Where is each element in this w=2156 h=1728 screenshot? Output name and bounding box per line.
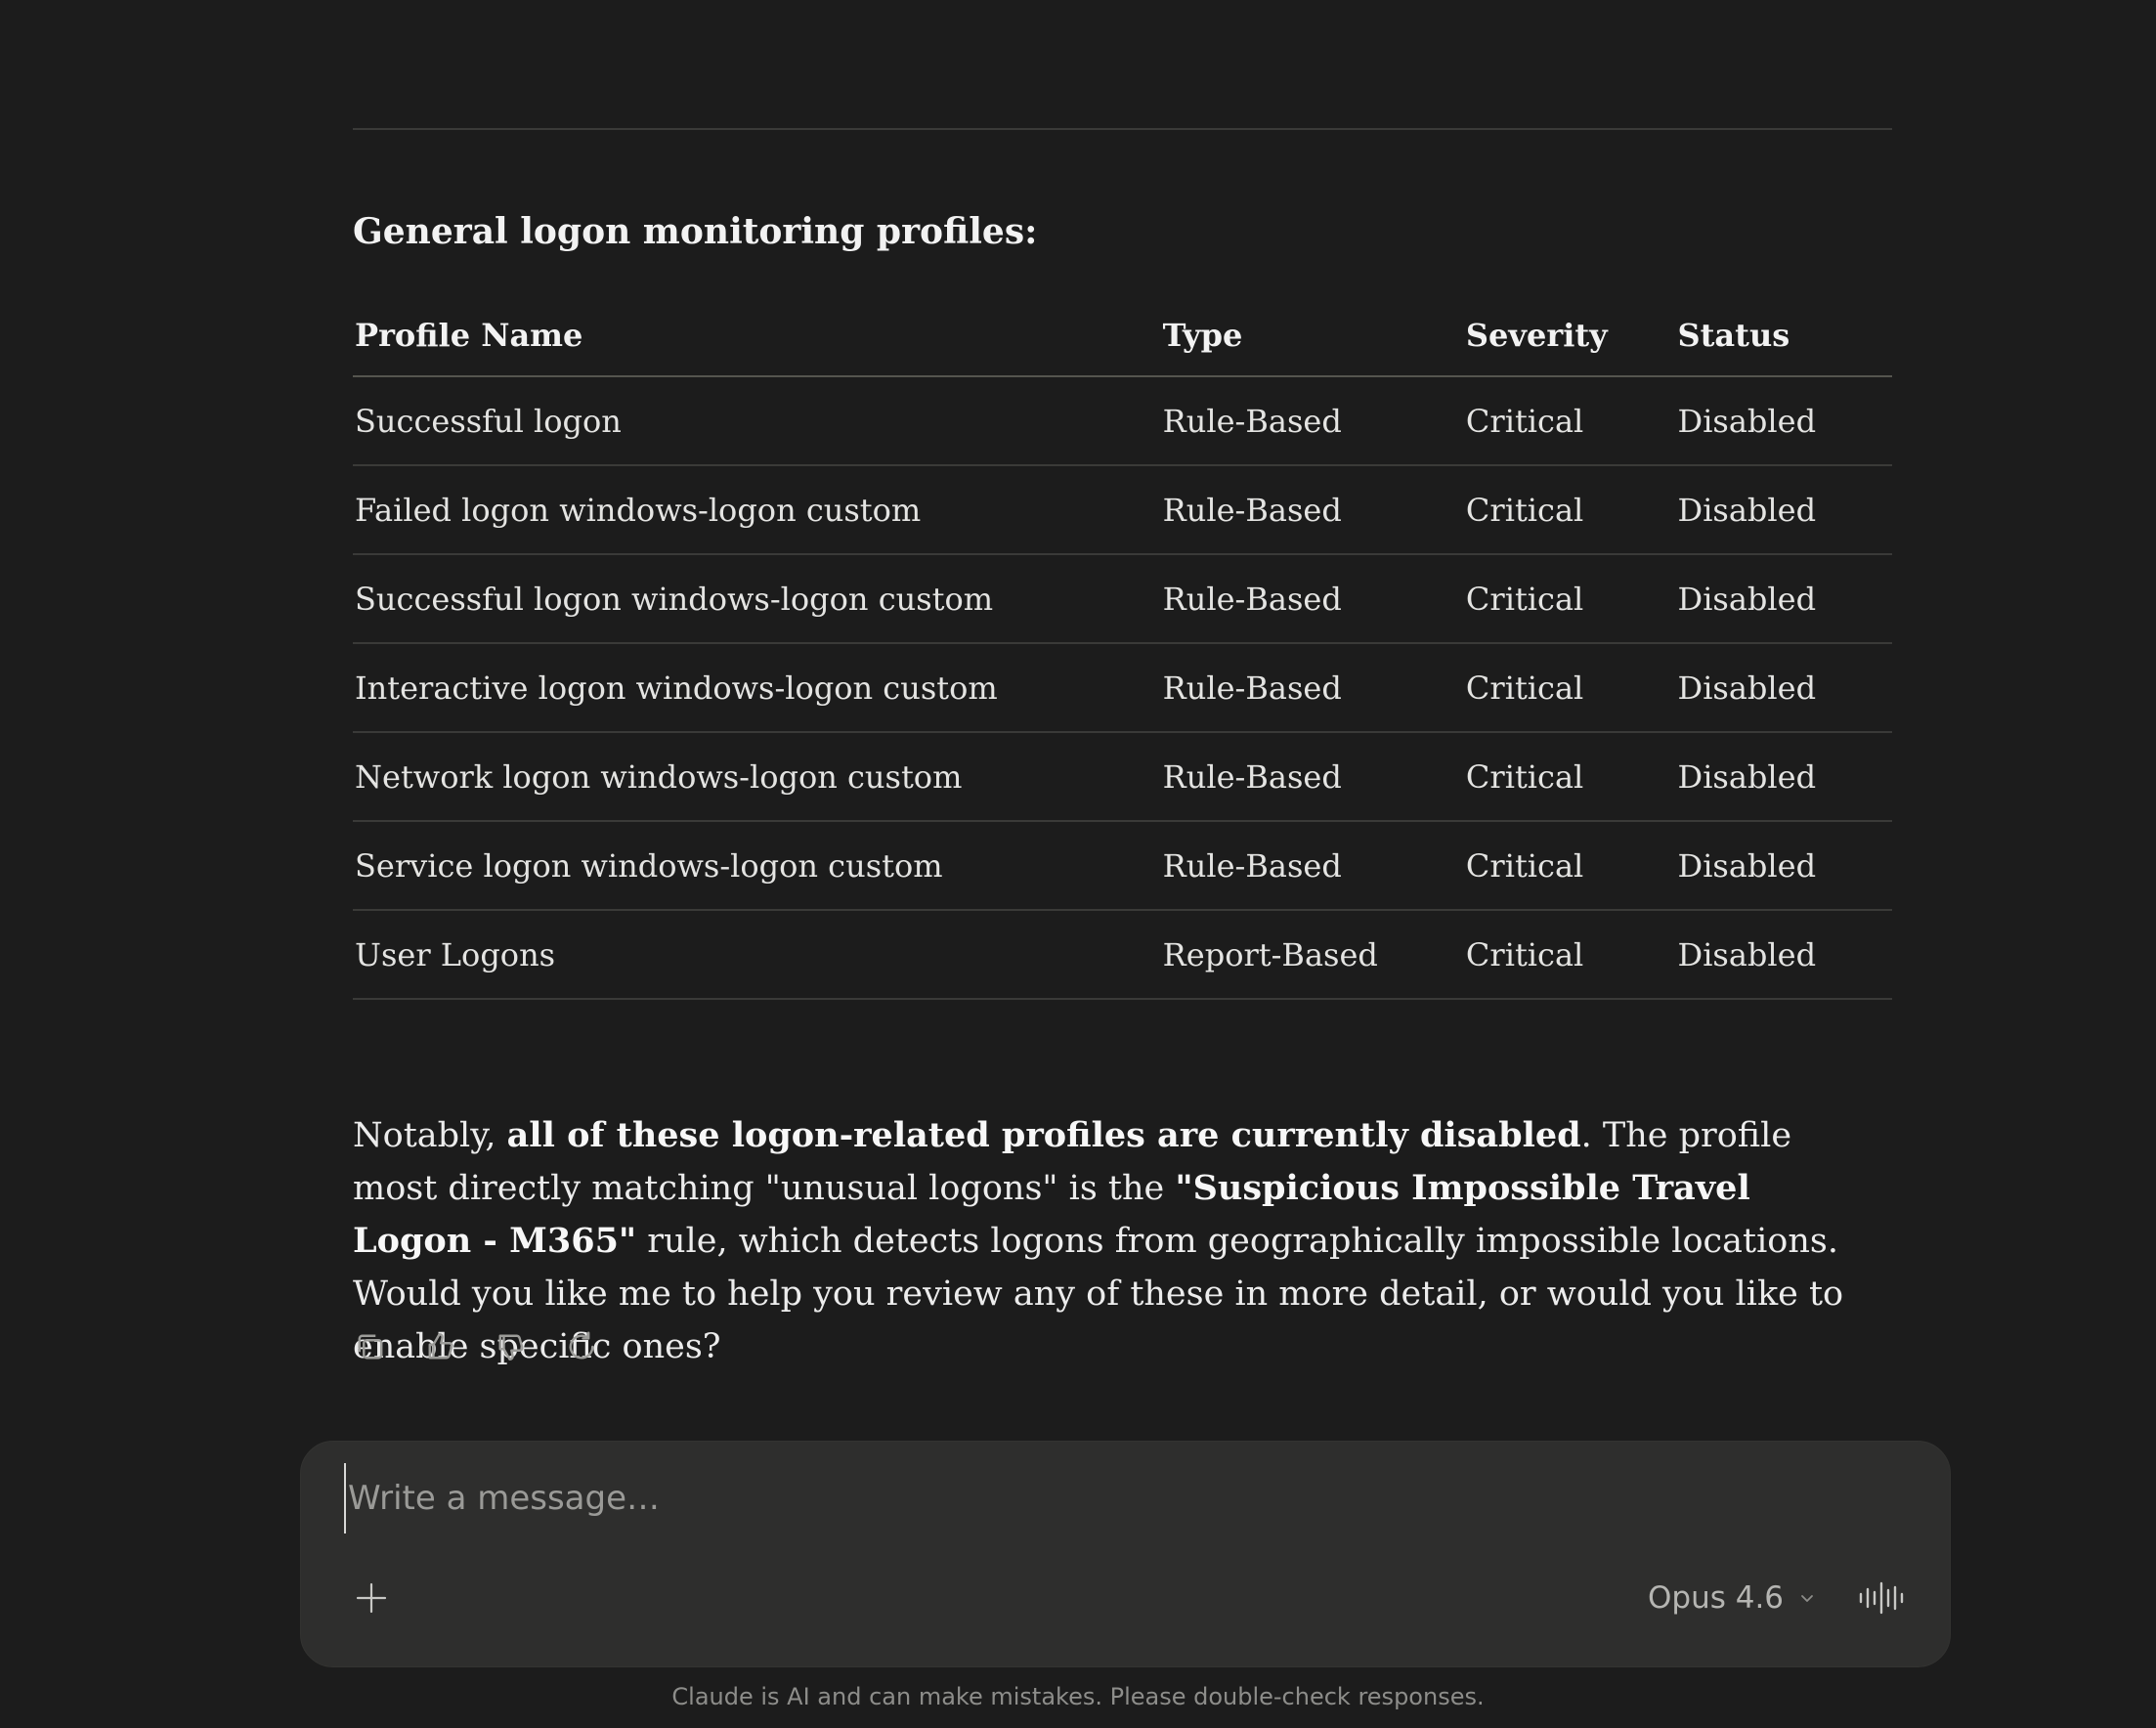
status-cell: Disabled <box>1676 643 1892 732</box>
disclaimer-text: Claude is AI and can make mistakes. Please double-check responses. <box>671 1683 1485 1710</box>
retry-button[interactable] <box>564 1327 599 1366</box>
thumbs-up-icon <box>423 1329 458 1364</box>
profile-name-cell: User Logons <box>353 910 1161 999</box>
voice-waveform-icon <box>1857 1578 1906 1618</box>
model-name: Opus 4.6 <box>1648 1580 1785 1616</box>
severity-cell: Critical <box>1464 465 1676 554</box>
message-composer <box>300 1441 1951 1667</box>
column-header-severity: Severity <box>1464 295 1676 376</box>
table-row <box>353 465 1892 554</box>
message-input[interactable] <box>344 1463 1816 1534</box>
type-cell: Rule-Based <box>1161 376 1464 465</box>
summary-bold-text: all of these logon-related profiles are currently disabled <box>506 1115 1581 1155</box>
severity-cell: Critical <box>1464 554 1676 643</box>
retry-icon <box>564 1329 599 1364</box>
severity-cell: Critical <box>1464 643 1676 732</box>
plus-icon <box>352 1578 391 1618</box>
status-cell: Disabled <box>1676 821 1892 910</box>
table-row <box>353 554 1892 643</box>
profiles-table <box>353 295 1892 1000</box>
copy-button[interactable] <box>353 1327 388 1366</box>
copy-icon <box>353 1329 388 1364</box>
severity-cell: Critical <box>1464 821 1676 910</box>
summary-text: rule, which detects logons from geographically impossible locations. Would you like me to help you review any of these in more detail, or would you like to enable specific ones? <box>353 1222 1844 1366</box>
section-heading: General logon monitoring profiles: <box>353 211 1038 252</box>
table-row <box>353 821 1892 910</box>
profile-name-cell: Interactive logon windows-logon custom <box>353 643 1161 732</box>
status-cell: Disabled <box>1676 732 1892 821</box>
thumbs-down-icon <box>494 1329 529 1364</box>
thumbs-up-button[interactable] <box>423 1327 458 1366</box>
add-attachment-button[interactable] <box>352 1578 391 1618</box>
table-row <box>353 376 1892 465</box>
table-header-row <box>353 295 1892 376</box>
column-header-profile-name: Profile Name <box>353 295 1161 376</box>
summary-text: . The profile most directly matching "unusual logons" is the <box>353 1116 1792 1208</box>
summary-bold-text: "Suspicious Impossible Travel Logon - M365" <box>353 1168 1750 1261</box>
type-cell: Rule-Based <box>1161 554 1464 643</box>
type-cell: Rule-Based <box>1161 821 1464 910</box>
column-header-type: Type <box>1161 295 1464 376</box>
profile-name-cell: Network logon windows-logon custom <box>353 732 1161 821</box>
profile-name-cell: Failed logon windows-logon custom <box>353 465 1161 554</box>
profile-name-cell: Successful logon <box>353 376 1161 465</box>
status-cell: Disabled <box>1676 376 1892 465</box>
status-cell: Disabled <box>1676 465 1892 554</box>
severity-cell: Critical <box>1464 376 1676 465</box>
table-row <box>353 910 1892 999</box>
voice-input-button[interactable] <box>1857 1578 1906 1618</box>
message-actions <box>353 1327 599 1366</box>
type-cell: Rule-Based <box>1161 465 1464 554</box>
chevron-down-icon <box>1797 1588 1817 1608</box>
status-cell: Disabled <box>1676 554 1892 643</box>
section-divider <box>353 128 1892 130</box>
type-cell: Rule-Based <box>1161 643 1464 732</box>
profile-name-cell: Service logon windows-logon custom <box>353 821 1161 910</box>
model-selector[interactable] <box>1648 1578 1817 1618</box>
status-cell: Disabled <box>1676 910 1892 999</box>
severity-cell: Critical <box>1464 910 1676 999</box>
thumbs-down-button[interactable] <box>494 1327 529 1366</box>
type-cell: Rule-Based <box>1161 732 1464 821</box>
table-row <box>353 732 1892 821</box>
profile-name-cell: Successful logon windows-logon custom <box>353 554 1161 643</box>
severity-cell: Critical <box>1464 732 1676 821</box>
type-cell: Report-Based <box>1161 910 1464 999</box>
table-row <box>353 643 1892 732</box>
column-header-status: Status <box>1676 295 1892 376</box>
summary-text: Notably, <box>353 1116 507 1155</box>
